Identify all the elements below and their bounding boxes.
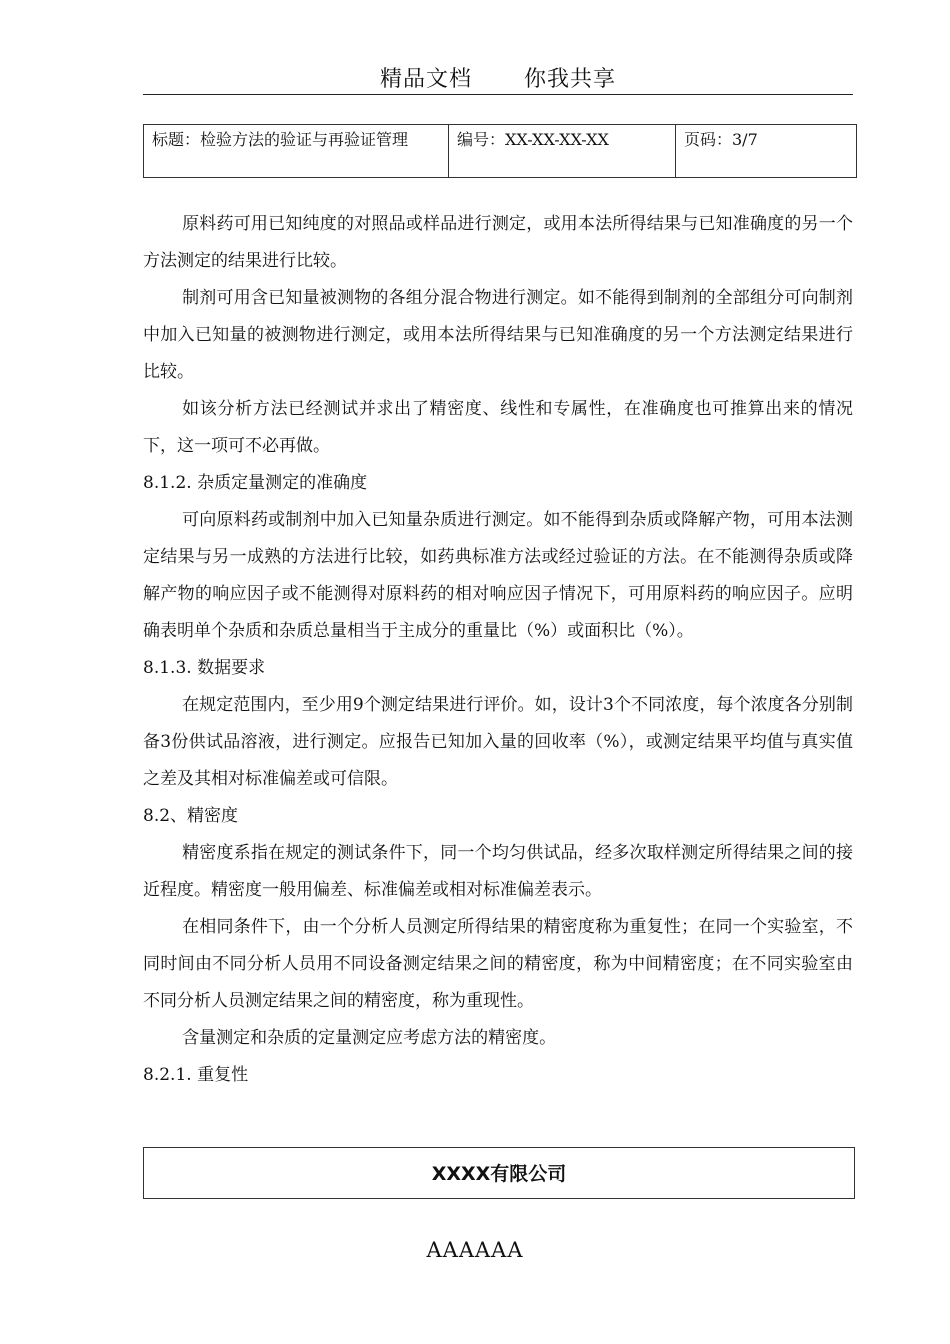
paragraph: 可向原料药或制剂中加入已知量杂质进行测定。如不能得到杂质或降解产物，可用本法测定结果与另一成熟的方法进行比较，如药典标准方法或经过验证的方法。在不能测得杂质或降解产物的响应因子或不能测得对原料药的相对响应因子情况下，可用原料药的响应因子。应明确表明单个杂质和杂质总量相当于主成分的重量比（%）或面积比（%）。 xyxy=(143,510,853,641)
paragraph: 含量测定和杂质的定量测定应考虑方法的精密度。 xyxy=(182,1028,557,1048)
footer-code: AAAAAA xyxy=(426,1238,524,1262)
paragraph: 制剂可用含已知量被测物的各组分混合物进行测定。如不能得到制剂的全部组分可向制剂中加入已知量的被测物进行测定，或用本法所得结果与已知准确度的另一个方法测定结果进行比较。 xyxy=(143,288,853,382)
section-heading: 8.2.1. 重复性 xyxy=(143,1065,249,1085)
meta-title-cell: 标题：检验方法的验证与再验证管理 xyxy=(144,125,449,178)
page-header-banner xyxy=(143,62,853,95)
document-body xyxy=(143,206,853,1094)
document-meta-table xyxy=(143,124,857,178)
section-heading: 8.1.3. 数据要求 xyxy=(143,658,266,678)
paragraph: 原料药可用已知纯度的对照品或样品进行测定，或用本法所得结果与已知准确度的另一个方法测定的结果进行比较。 xyxy=(143,214,853,271)
paragraph: 如该分析方法已经测试并求出了精密度、线性和专属性，在准确度也可推算出来的情况下，这一项可不必再做。 xyxy=(143,399,853,456)
meta-row xyxy=(144,125,857,178)
meta-code-cell: 编号：XX-XX-XX-XX xyxy=(449,125,676,178)
paragraph: 在相同条件下，由一个分析人员测定所得结果的精密度称为重复性；在同一个实验室，不同时间由不同分析人员用不同设备测定结果之间的精密度，称为中间精密度；在不同实验室由不同分析人员测定结果之间的精密度，称为重现性。 xyxy=(143,917,853,1011)
paragraph: 在规定范围内，至少用9个测定结果进行评价。如，设计3个不同浓度，每个浓度各分别制备3份供试品溶液，进行测定。应报告已知加入量的回收率（%），或测定结果平均值与真实值之差及其相对标准偏差或可信限。 xyxy=(143,695,853,789)
company-footer-box xyxy=(143,1147,855,1199)
section-heading: 8.2、精密度 xyxy=(143,806,239,826)
company-name: XXXX有限公司 xyxy=(431,1163,567,1185)
meta-page-cell: 页码：3/7 xyxy=(676,125,857,178)
paragraph: 精密度系指在规定的测试条件下，同一个均匀供试品，经多次取样测定所得结果之间的接近程度。精密度一般用偏差、标准偏差或相对标准偏差表示。 xyxy=(143,843,853,900)
header-text-right: 你我共享 xyxy=(524,67,617,92)
header-text-left: 精品文档 xyxy=(379,67,472,92)
section-heading: 8.1.2. 杂质定量测定的准确度 xyxy=(143,473,368,493)
